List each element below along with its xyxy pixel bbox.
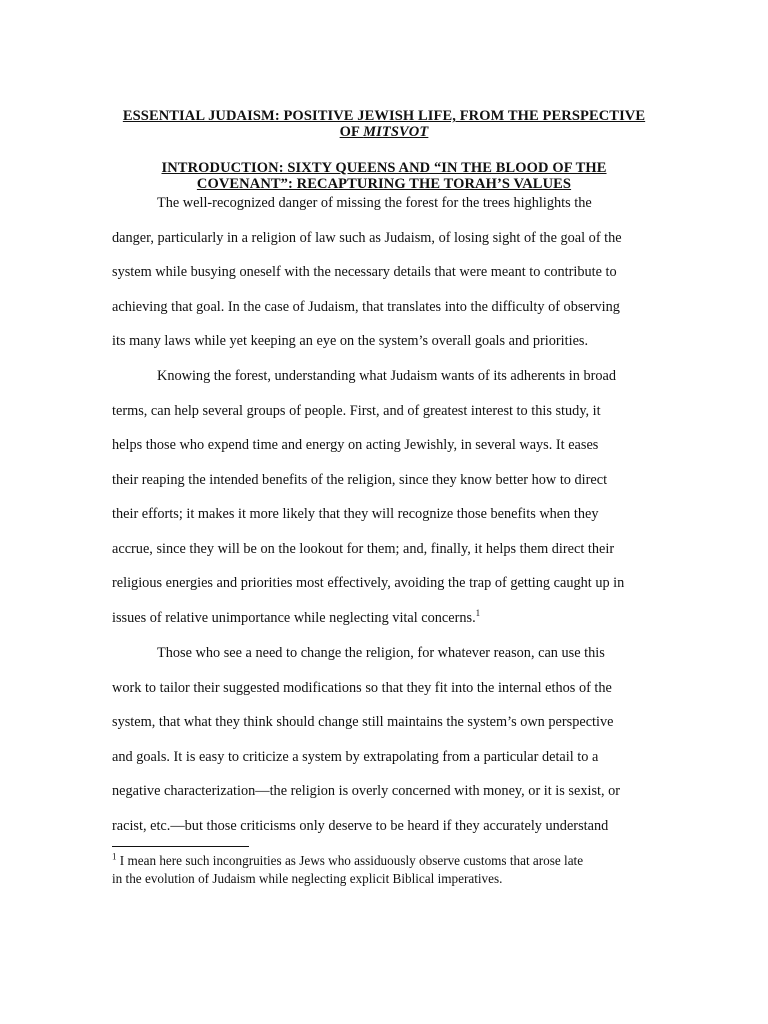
paragraph-line: Those who see a need to change the religion, for whatever reason, can use this [157,645,605,661]
paragraph-2 [112,359,652,635]
paragraph-line: negative characterization—the religion is overly concerned with money, or it is sexist, or [112,783,621,799]
paragraph-line: helps those who expend time and energy on acting Jewishly, in several ways. It eases [112,437,599,453]
paragraph-line: system while busying oneself with the necessary details that were meant to contribute to [112,264,617,280]
footnote-reference[interactable]: 1 [475,607,481,618]
footnote-marker: 1 [112,851,117,862]
paragraph-line: their efforts; it makes it more likely that they will recognize those benefits when they [112,506,599,522]
document-title [100,108,668,140]
paragraph-line: danger, particularly in a religion of law such as Judaism, of losing sight of the goal of the [112,229,622,246]
paragraph-1 [112,186,652,359]
paragraph-line-with-footnote [112,601,652,636]
paragraph-line: accrue, since they will be on the lookout for them; and, finally, it helps them direct their [112,540,615,557]
section-heading-line2: COVENANT”: RECAPTURING THE TORAH’S VALUES [196,176,572,192]
paragraph-line: work to tailor their suggested modifications so that they fit into the internal ethos of the [112,679,612,696]
title-of: OF [339,124,364,140]
paragraph-line: its many laws while yet keeping an eye on the system’s overall goals and priorities. [112,333,589,349]
footnote-line1: I mean here such incongruities as Jews who assiduously observe customs that arose late [116,853,584,868]
paragraph-line: racist, etc.—but those criticisms only deserve to be heard if they accurately understand [112,817,609,834]
footnote-separator [112,846,249,847]
footnote [112,852,652,888]
paragraph-line: and goals. It is easy to criticize a system by extrapolating from a particular detail to a [112,748,599,765]
title-italic-mitsvot: MITSVOT [363,124,429,140]
section-heading-line1: INTRODUCTION: SIXTY QUEENS AND “IN THE BLOOD OF THE [161,160,607,176]
paragraph-line: their reaping the intended benefits of the religion, since they know better how to direct [112,471,608,488]
paragraph-line: religious energies and priorities most effectively, avoiding the trap of getting caught up in [112,575,625,591]
paragraph-line: Knowing the forest, understanding what Judaism wants of its adherents in broad [157,368,617,384]
paragraph-line: The well-recognized danger of missing the forest for the trees highlights the [157,195,592,211]
paragraph-3 [112,636,652,843]
paragraph-line: terms, can help several groups of people. First, and of greatest interest to this study, it [112,402,601,419]
footnote-line2: in the evolution of Judaism while neglecting explicit Biblical imperatives. [112,871,503,886]
paragraph-line-text: issues of relative unimportance while neglecting vital concerns. [112,609,476,626]
paragraph-line: system, that what they think should change still maintains the system’s own perspective [112,714,614,730]
paragraph-line: achieving that goal. In the case of Judaism, that translates into the difficulty of observing [112,298,620,315]
title-line1: ESSENTIAL JUDAISM: POSITIVE JEWISH LIFE, FROM THE PERSPECTIVE [122,108,646,124]
